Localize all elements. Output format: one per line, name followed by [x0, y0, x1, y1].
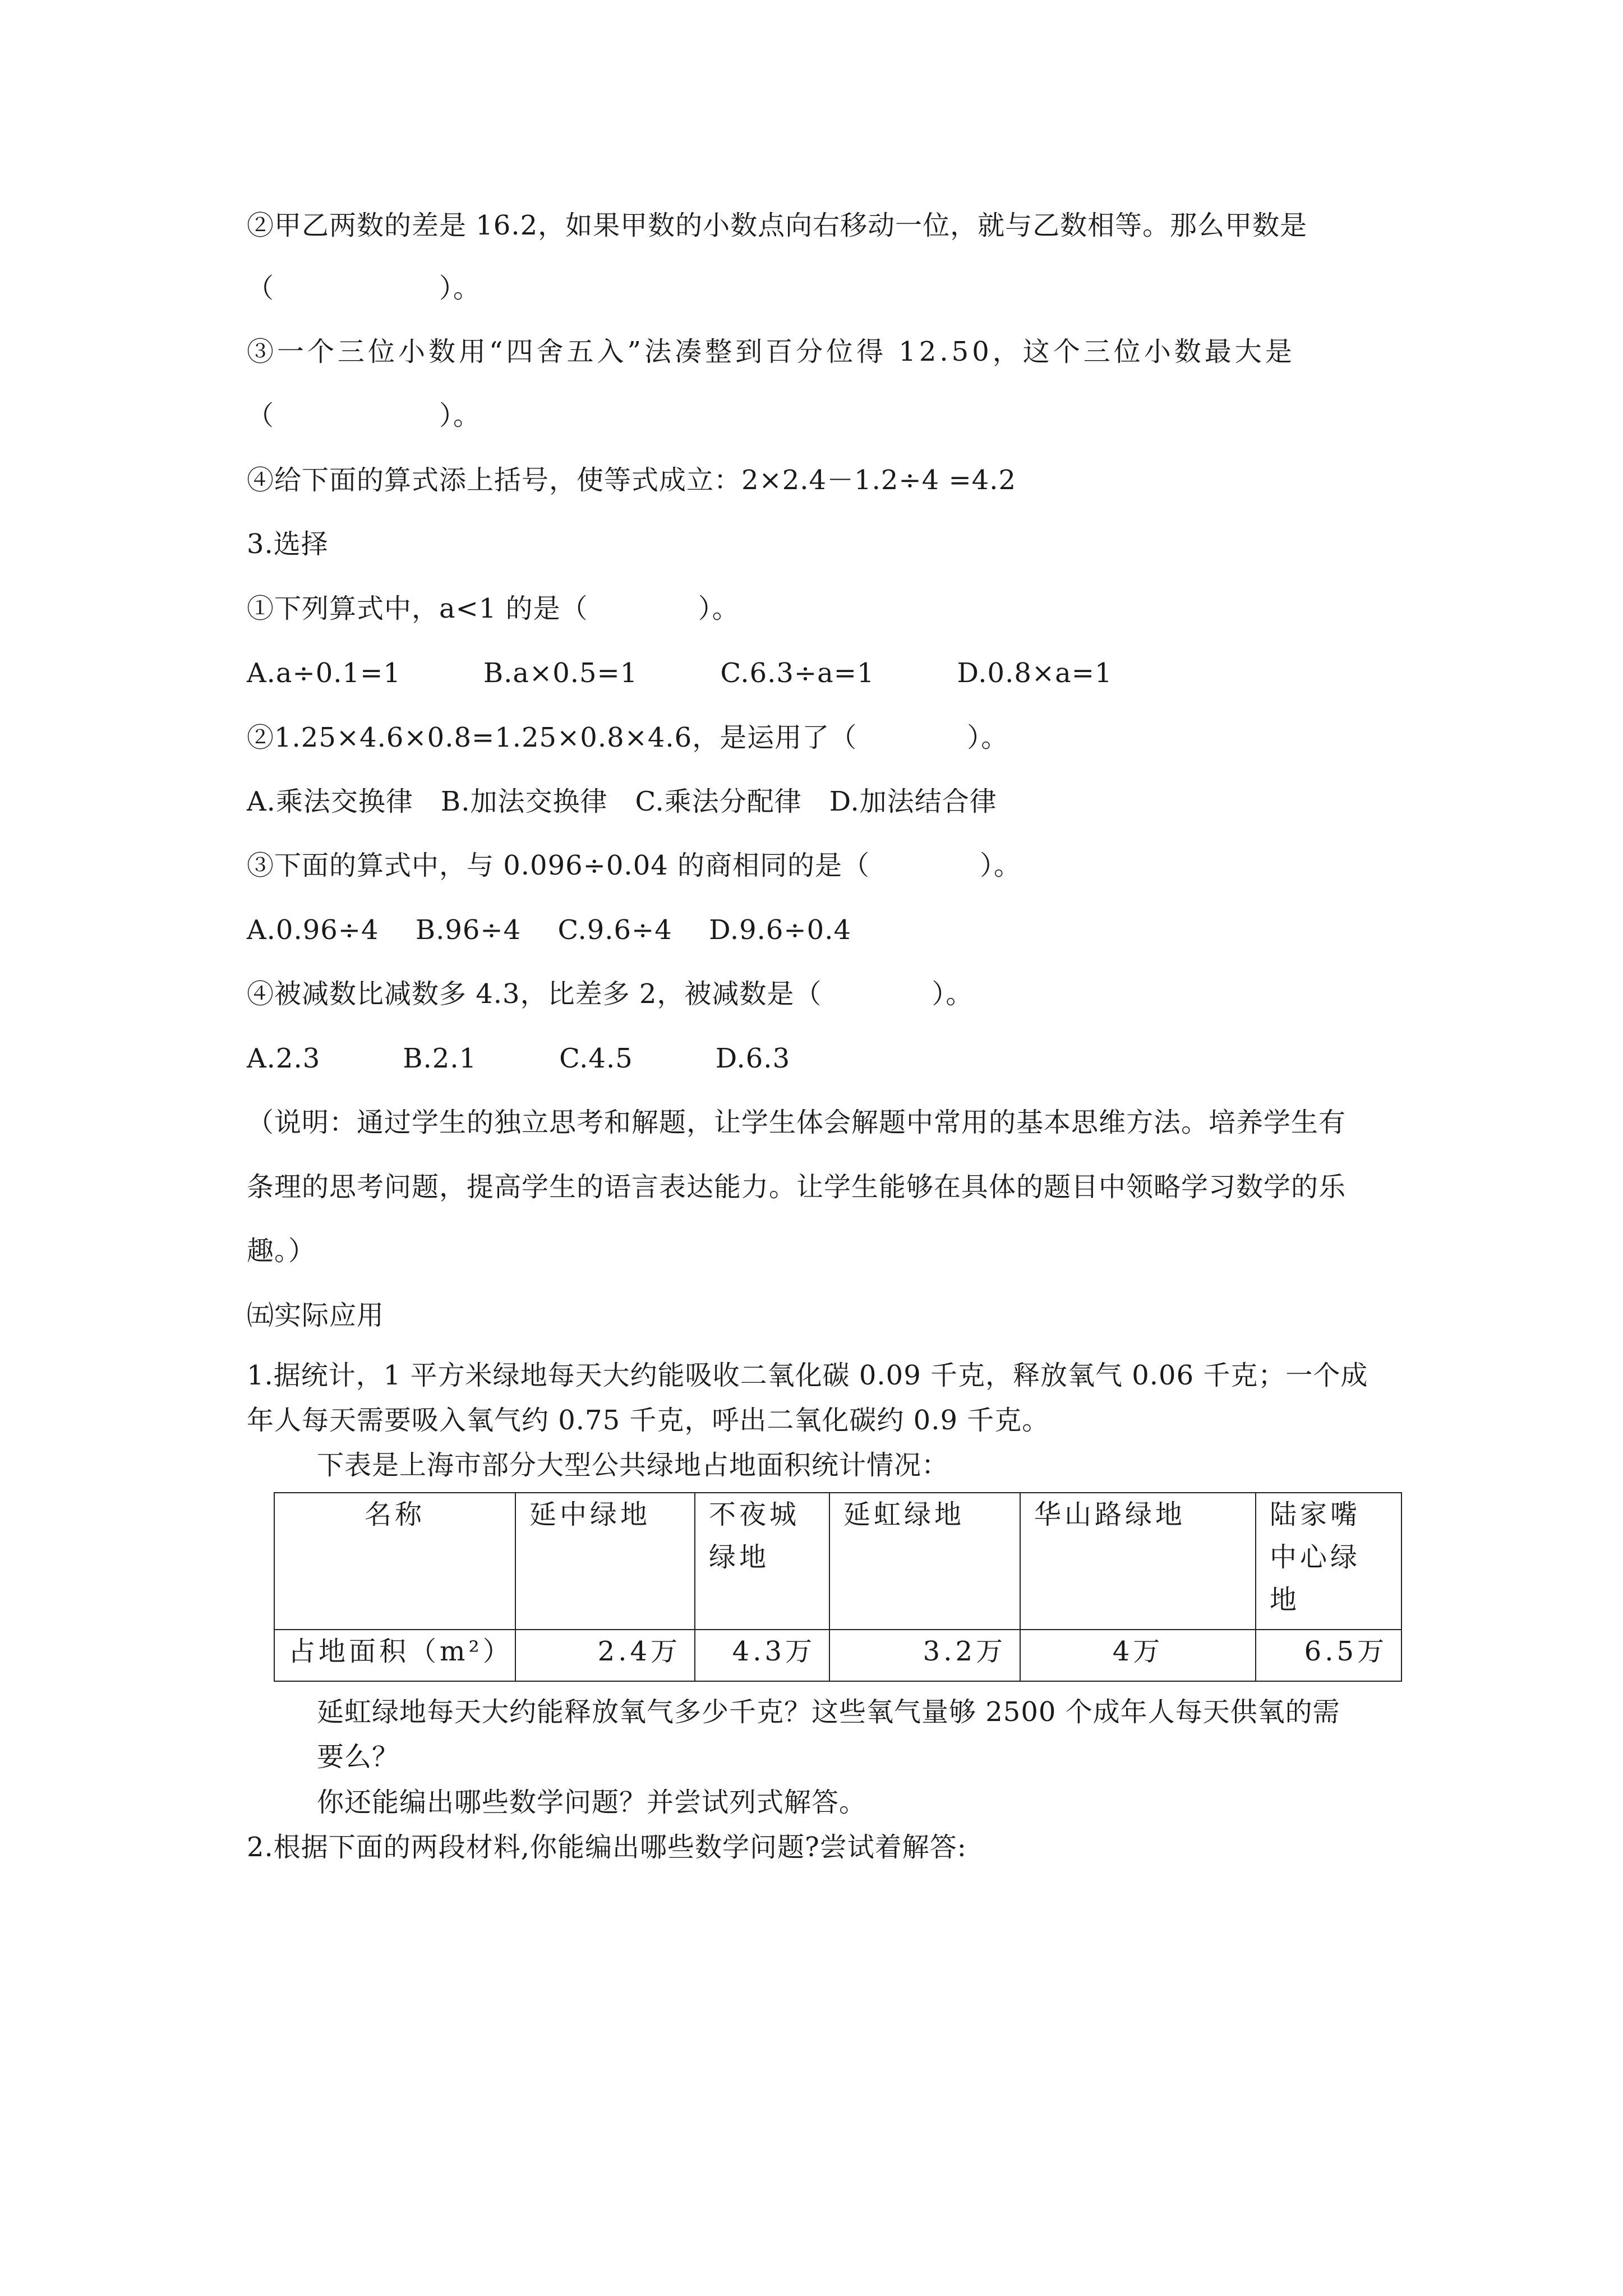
row-label-area: 占地面积（m²） — [274, 1630, 515, 1681]
question-2-3: ③一个三位小数用“四舍五入”法凑整到百分位得 12.50，这个三位小数最大是 — [247, 336, 1295, 367]
choice-3-options: A.0.96÷4 B.96÷4 C.9.6÷4 D.9.6÷0.4 — [247, 914, 851, 946]
section-3-heading: 3.选择 — [247, 528, 329, 560]
followup-question-2: 要么？ — [317, 1741, 400, 1773]
question-2-2: ②甲乙两数的差是 16.2，如果甲数的小数点向右移动一位，就与乙数相等。那么甲数是 — [247, 210, 1308, 241]
problem-1-line-2: 年人每天需要吸入氧气约 0.75 千克，呼出二氧化碳约 0.9 千克。 — [247, 1405, 1050, 1436]
choice-4: ④被减数比减数多 4.3，比差多 2，被减数是（ ）。 — [247, 978, 974, 1010]
header-name: 名称 — [274, 1493, 515, 1630]
choice-2-options: A.乘法交换律 B.加法交换律 C.乘法分配律 D.加法结合律 — [247, 786, 997, 817]
header-huashanlu: 华山路绿地 — [1020, 1493, 1256, 1630]
cell-huashanlu-area: 4万 — [1020, 1630, 1256, 1681]
green-area-table — [274, 1492, 1402, 1682]
note-line-1: （说明：通过学生的独立思考和解题，让学生体会解题中常用的基本思维方法。培养学生有 — [247, 1107, 1347, 1138]
choice-1-options: A.a÷0.1=1 B.a×0.5=1 C.6.3÷a=1 D.0.8×a=1 — [247, 657, 1113, 689]
note-line-2: 条理的思考问题，提高学生的语言表达能力。让学生能够在具体的题目中领略学习数学的乐 — [247, 1171, 1347, 1203]
choice-1: ①下列算式中，a<1 的是（ ）。 — [247, 593, 740, 624]
header-buyecheng: 不夜城绿地 — [695, 1493, 829, 1630]
question-2-2-blank: （ ）。 — [247, 273, 481, 304]
cell-yanzhong-area: 2.4万 — [515, 1630, 695, 1681]
problem-2: 2.根据下面的两段材料,你能编出哪些数学问题?尝试着解答: — [247, 1832, 967, 1863]
header-yanhong: 延虹绿地 — [829, 1493, 1020, 1630]
note-line-3: 趣。） — [247, 1235, 316, 1267]
section-5-heading: ㈤实际应用 — [247, 1300, 385, 1331]
cell-buyecheng-area: 4.3万 — [695, 1630, 829, 1681]
problem-1-line-1: 1.据统计，1 平方米绿地每天大约能吸收二氧化碳 0.09 千克，释放氧气 0.06 千克；一个成 — [247, 1360, 1368, 1391]
choice-4-options: A.2.3 B.2.1 C.4.5 D.6.3 — [247, 1043, 791, 1074]
header-yanzhong: 延中绿地 — [515, 1493, 695, 1630]
table-header-row — [274, 1493, 1401, 1630]
question-2-4: ④给下面的算式添上括号，使等式成立：2×2.4－1.2÷4 =4.2 — [247, 464, 1017, 496]
question-2-3-blank: （ ）。 — [247, 400, 481, 431]
table-row-area — [274, 1630, 1401, 1681]
cell-lujiazui-area: 6.5万 — [1256, 1630, 1401, 1681]
cell-yanhong-area: 3.2万 — [829, 1630, 1020, 1681]
choice-3: ③下面的算式中，与 0.096÷0.04 的商相同的是（ ）。 — [247, 850, 1022, 881]
header-lujiazui: 陆家嘴中心绿地 — [1256, 1493, 1401, 1630]
followup-question-3: 你还能编出哪些数学问题？并尝试列式解答。 — [317, 1787, 867, 1818]
choice-2: ②1.25×4.6×0.8=1.25×0.8×4.6，是运用了（ ）。 — [247, 722, 1009, 753]
table-intro: 下表是上海市部分大型公共绿地占地面积统计情况： — [317, 1450, 949, 1481]
followup-question-1: 延虹绿地每天大约能释放氧气多少千克？这些氧气量够 2500 个成年人每天供氧的需 — [317, 1696, 1340, 1728]
